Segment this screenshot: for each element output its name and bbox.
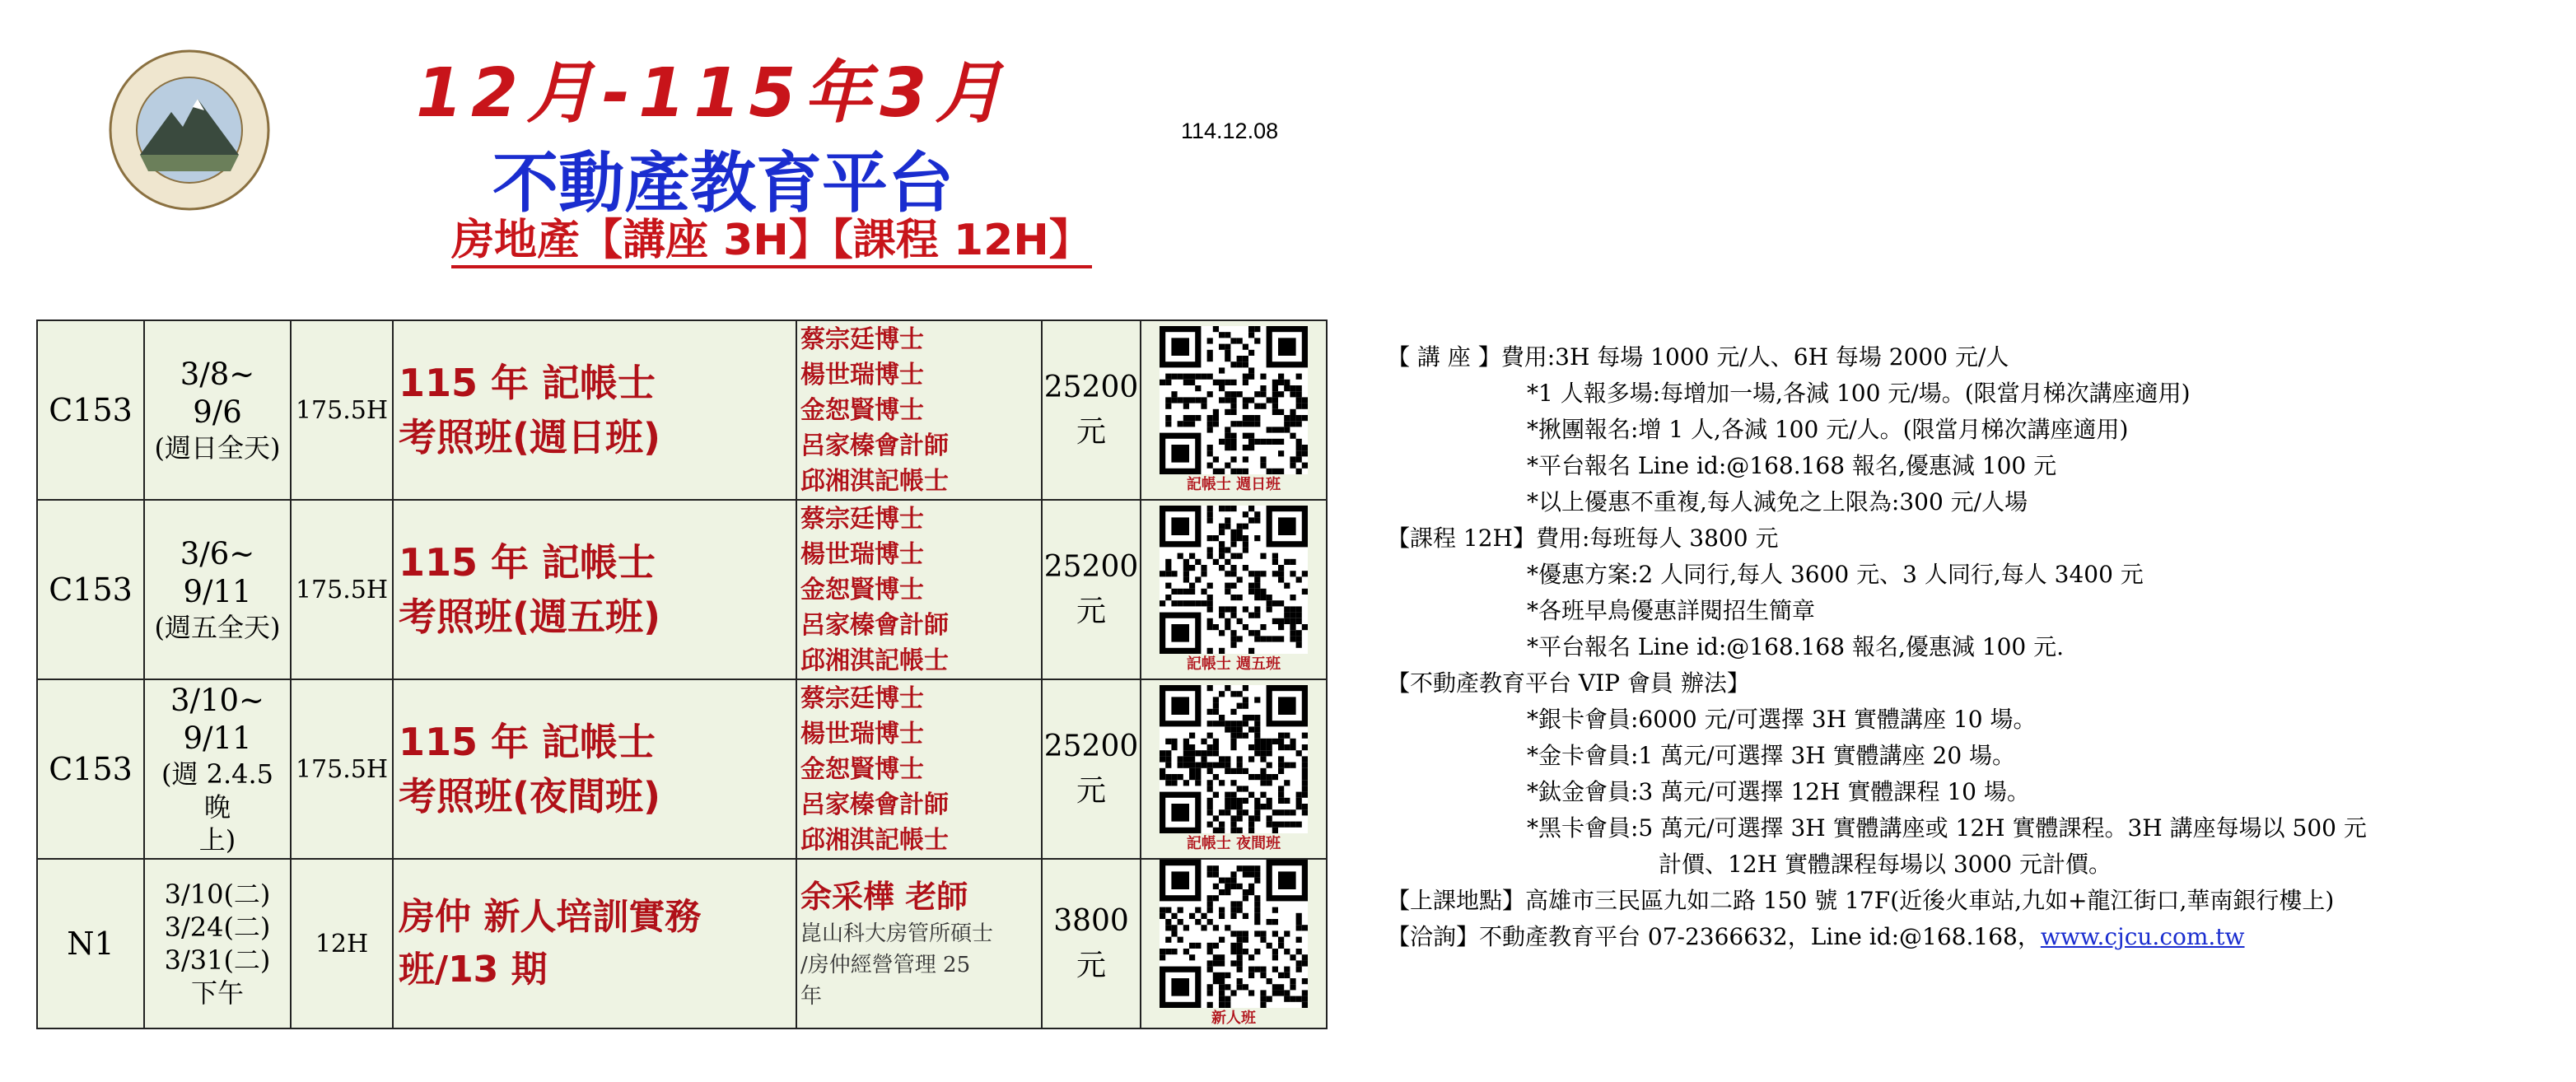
course-hours: 12H (291, 859, 393, 1028)
course-title: 115 年 記帳士 考照班(週日班) (393, 320, 796, 500)
issue-date: 114.12.08 (1181, 119, 1279, 143)
teacher-description: 崑山科大房管所碩士 (800, 921, 994, 946)
lecture-heading: 【 講 座 】費用:3H 每場 1000 元/人、6H 每場 2000 元/人 (1387, 343, 2009, 371)
teacher-description: /房仲經營管理 25 (800, 953, 971, 977)
course-dates: 3/8~ 9/6 (週日全天) (144, 320, 291, 500)
teacher-name: 楊世瑞博士 (800, 719, 924, 749)
lecture-item: *平台報名 Line id:@168.168 報名,優惠減 100 元 (1527, 452, 2057, 479)
contact-line (1387, 919, 2540, 955)
qr-code-icon[interactable] (1160, 860, 1308, 1008)
qr-code-icon[interactable] (1160, 506, 1308, 654)
course-dates: 3/10(二) 3/24(二) 3/31(二) 下午 (144, 859, 291, 1028)
vip-item: *鈦金會員:3 萬元/可選擇 12H 實體課程 10 場。 (1527, 778, 2030, 805)
qr-code-icon[interactable] (1160, 326, 1308, 474)
logo (107, 48, 272, 212)
teacher-name: 邱湘淇記帳士 (800, 466, 949, 496)
teacher-name: 金恕賢博士 (800, 754, 924, 784)
teacher-name: 蔡宗廷博士 (800, 504, 924, 534)
course-code: C153 (37, 500, 144, 679)
course-title: 115 年 記帳士 考照班(週五班) (393, 500, 796, 679)
lecture-item: *以上優惠不重複,每人減免之上限為:300 元/人場 (1527, 488, 2028, 515)
table-row (37, 320, 1327, 500)
course-teachers (796, 320, 1042, 500)
location-line: 【上課地點】高雄市三民區九如二路 150 號 17F(近後火車站,九如+龍江街口,華南銀行樓上) (1387, 887, 2335, 914)
course-fee: 25200 元 (1042, 500, 1141, 679)
qr-code-icon[interactable] (1160, 685, 1308, 833)
course-heading: 【課程 12H】費用:每班每人 3800 元 (1387, 525, 1779, 552)
qr-code-cell[interactable]: 記帳士 夜間班 (1141, 679, 1327, 859)
mountain-logo-icon (107, 48, 272, 212)
lecture-item: *1 人報多場:每增加一場,各減 100 元/場。(限當月梯次講座適用) (1527, 380, 2191, 407)
organization-title: 不動產教育平台 (492, 145, 954, 222)
qr-code-cell[interactable]: 新人班 (1141, 859, 1327, 1028)
vip-item: *銀卡會員:6000 元/可選擇 3H 實體講座 10 場。 (1527, 706, 2037, 733)
course-dates: 3/10~ 9/11 (週 2.4.5 晚 上) (144, 679, 291, 859)
course-item: *優惠方案:2 人同行,每人 3600 元、3 人同行,每人 3400 元 (1527, 561, 2144, 588)
section-subtitle: 房地產【講座 3H】【課程 12H】 (451, 216, 1092, 268)
lecture-item: *揪團報名:增 1 人,各減 100 元/人。(限當月梯次講座適用) (1527, 416, 2129, 443)
vip-item: *黑卡會員:5 萬元/可選擇 3H 實體講座或 12H 實體課程。3H 講座每場以 500 元 (1527, 814, 2367, 842)
course-fee: 25200 元 (1042, 679, 1141, 859)
qr-code-cell[interactable]: 記帳士 週日班 (1141, 320, 1327, 500)
teacher-description: 年 (800, 984, 823, 1009)
course-code: C153 (37, 679, 144, 859)
teacher-name: 楊世瑞博士 (800, 539, 924, 569)
course-code: C153 (37, 320, 144, 500)
teacher-name: 楊世瑞博士 (800, 360, 924, 389)
vip-item-continuation: 計價、12H 實體課程每場以 3000 元計價。 (1659, 851, 2112, 878)
course-teachers (796, 500, 1042, 679)
course-hours: 175.5H (291, 679, 393, 859)
contact-text: 【洽詢】不動產教育平台 07-2366632，Line id:@168.168， (1387, 923, 2041, 950)
table-row (37, 859, 1327, 1028)
course-teachers (796, 679, 1042, 859)
page-title: 12月-115年3月 (416, 54, 1011, 133)
teacher-name: 邱湘淇記帳士 (800, 825, 949, 855)
course-hours: 175.5H (291, 500, 393, 679)
notes-panel (1387, 339, 2540, 955)
teacher-name: 蔡宗廷博士 (800, 683, 924, 713)
course-fee: 3800 元 (1042, 859, 1141, 1028)
course-item: *各班早鳥優惠詳閱招生簡章 (1527, 597, 1816, 624)
course-item: *平台報名 Line id:@168.168 報名,優惠減 100 元. (1527, 633, 2064, 660)
course-title: 房仲 新人培訓實務 班/13 期 (393, 859, 796, 1028)
teacher-name: 金恕賢博士 (800, 395, 924, 425)
course-dates: 3/6~ 9/11 (週五全天) (144, 500, 291, 679)
course-title: 115 年 記帳士 考照班(夜間班) (393, 679, 796, 859)
teacher-name: 金恕賢博士 (800, 575, 924, 604)
teacher-name: 余采樺 老師 (800, 879, 968, 915)
teacher-name: 呂家榛會計師 (800, 790, 949, 819)
course-fee: 25200 元 (1042, 320, 1141, 500)
qr-code-cell[interactable]: 記帳士 週五班 (1141, 500, 1327, 679)
teacher-name: 呂家榛會計師 (800, 610, 949, 640)
table-row (37, 500, 1327, 679)
table-row (37, 679, 1327, 859)
course-teachers (796, 859, 1042, 1028)
course-hours: 175.5H (291, 320, 393, 500)
teacher-name: 呂家榛會計師 (800, 431, 949, 460)
teacher-name: 邱湘淇記帳士 (800, 646, 949, 675)
vip-item: *金卡會員:1 萬元/可選擇 3H 實體講座 20 場。 (1527, 742, 2016, 769)
vip-heading: 【不動產教育平台 VIP 會員 辦法】 (1387, 669, 1750, 697)
course-code: N1 (37, 859, 144, 1028)
course-table (36, 319, 1328, 1029)
website-link[interactable]: www.cjcu.com.tw (2040, 923, 2245, 950)
teacher-name: 蔡宗廷博士 (800, 324, 924, 354)
